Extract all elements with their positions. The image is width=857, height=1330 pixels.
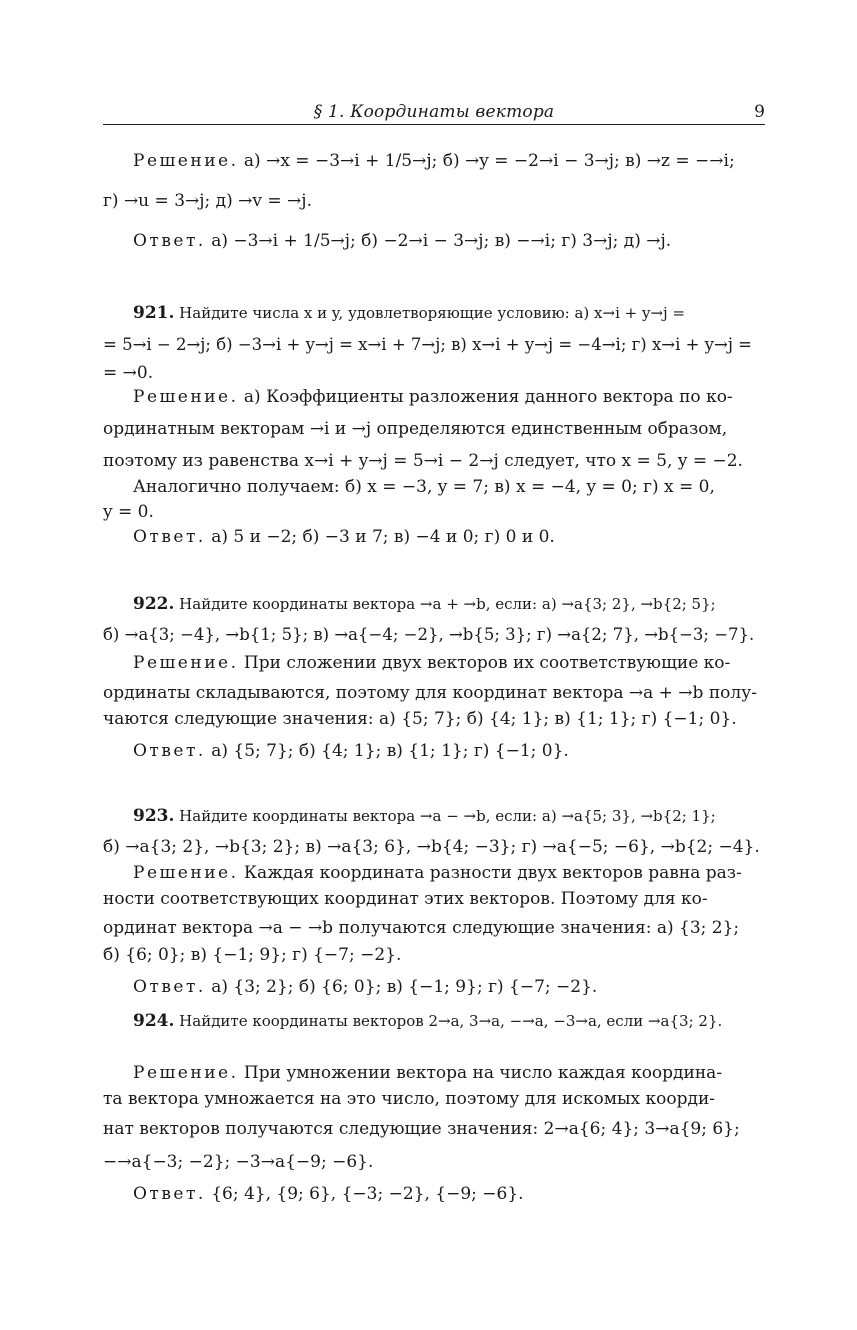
- solution-text: а) Коэффициенты разложения данного вектора по ко-: [238, 387, 733, 407]
- problem-statement: Найдите числа x и y, удовлетворяющие условию: а) x→i + y→j =: [174, 304, 685, 322]
- running-header: [103, 100, 765, 125]
- problem-number: 924.: [133, 1011, 175, 1031]
- solution-text: а) {5; 7}; б) {4; 1}; в) {1; 1}; г) {−1; 0}.: [205, 741, 569, 761]
- solution-text: а) 5 и −2; б) −3 и 7; в) −4 и 0; г) 0 и 0.: [205, 527, 555, 547]
- task-921-line-4: [133, 386, 765, 408]
- task-922-answer: [133, 740, 765, 762]
- sol-920-answer: [133, 230, 765, 252]
- task-923-line-2: б) →a{3; 2}, →b{3; 2}; в) →a{3; 6}, →b{4; −3}; г) →a{−5; −6}, →b{2; −4}.: [103, 837, 760, 857]
- task-924-line-1: [133, 1010, 765, 1032]
- task-921-line-6: поэтому из равенства x→i + y→j = 5→i − 2→j следует, что x = 5, y = −2.: [103, 451, 743, 471]
- keyword: Ответ.: [133, 977, 206, 997]
- keyword: Ответ.: [133, 1184, 206, 1204]
- sol-920-line-1: [133, 150, 765, 172]
- solution-text: {6; 4}, {9; 6}, {−3; −2}, {−9; −6}.: [205, 1184, 524, 1204]
- task-922-line-2: б) →a{3; −4}, →b{1; 5}; в) →a{−4; −2}, →b{5; 3}; г) →a{2; 7}, →b{−3; −7}.: [103, 625, 755, 644]
- keyword: Решение.: [133, 1063, 239, 1083]
- keyword: Решение.: [133, 653, 239, 673]
- keyword: Решение.: [133, 387, 239, 407]
- solution-text: а) →x = −3→i + 1/5→j; б) →y = −2→i − 3→j; в) →z = −→i;: [238, 151, 735, 171]
- task-921-line-8: y = 0.: [103, 502, 154, 522]
- problem-statement: Найдите координаты вектора →a − →b, если: а) →a{5; 3}, →b{2; 1};: [174, 807, 716, 825]
- keyword: Ответ.: [133, 527, 206, 547]
- task-923-answer: [133, 976, 765, 998]
- solution-text: Каждая координата разности двух векторов равна раз-: [238, 863, 742, 883]
- task-921-line-1: [133, 302, 765, 324]
- task-924-line-2: [133, 1062, 765, 1084]
- problem-number: 921.: [133, 303, 175, 323]
- task-923-line-4: ности соответствующих координат этих векторов. Поэтому для ко-: [103, 889, 708, 909]
- keyword: Ответ.: [133, 741, 206, 761]
- task-922-line-1: [133, 593, 765, 615]
- solution-text: а) −3→i + 1/5→j; б) −2→i − 3→j; в) −→i; г) 3→j; д) →j.: [205, 231, 672, 251]
- problem-statement: Найдите координаты векторов 2→a, 3→a, −→a, −3→a, если →a{3; 2}.: [174, 1012, 723, 1030]
- keyword: Решение.: [133, 863, 239, 883]
- solution-text: а) {3; 2}; б) {6; 0}; в) {−1; 9}; г) {−7; −2}.: [205, 977, 598, 997]
- problem-statement: Найдите координаты вектора →a + →b, если: а) →a{3; 2}, →b{2; 5};: [174, 595, 716, 613]
- task-922-line-4: ординаты складываются, поэтому для координат вектора →a + →b полу-: [103, 683, 757, 703]
- keyword: Решение.: [133, 151, 239, 171]
- solution-text: При умножении вектора на число каждая координа-: [238, 1063, 723, 1083]
- task-923-line-1: [133, 805, 765, 827]
- task-924-line-4: нат векторов получаются следующие значения: 2→a{6; 4}; 3→a{9; 6};: [103, 1119, 740, 1139]
- task-921-line-7: Аналогично получаем: б) x = −3, y = 7; в) x = −4, y = 0; г) x = 0,: [133, 477, 715, 497]
- task-921-line-3: = →0.: [103, 363, 154, 383]
- task-924-line-3: та вектора умножается на это число, поэтому для искомых коорди-: [103, 1089, 716, 1109]
- sol-920-line-2: г) →u = 3→j; д) →v = →j.: [103, 191, 312, 211]
- task-924-line-5: −→a{−3; −2}; −3→a{−9; −6}.: [103, 1152, 374, 1172]
- keyword: Ответ.: [133, 231, 206, 251]
- problem-number: 923.: [133, 806, 175, 826]
- task-923-line-6: б) {6; 0}; в) {−1; 9}; г) {−7; −2}.: [103, 945, 402, 965]
- task-922-line-3: [133, 652, 765, 674]
- problem-number: 922.: [133, 594, 175, 614]
- task-921-answer: [133, 526, 765, 548]
- task-924-answer: [133, 1183, 765, 1205]
- solution-text: При сложении двух векторов их соответствующие ко-: [238, 653, 731, 673]
- task-922-line-5: чаются следующие значения: а) {5; 7}; б) {4; 1}; в) {1; 1}; г) {−1; 0}.: [103, 709, 737, 729]
- task-921-line-2: = 5→i − 2→j; б) −3→i + y→j = x→i + 7→j; в) x→i + y→j = −4→i; г) x→i + y→j =: [103, 335, 753, 354]
- task-923-line-3: [133, 862, 765, 884]
- task-923-line-5: ординат вектора →a − →b получаются следующие значения: а) {3; 2};: [103, 918, 740, 938]
- section-title: § 1. Координаты вектора: [313, 102, 555, 122]
- page-number: 9: [754, 102, 765, 122]
- task-921-line-5: ординатным векторам →i и →j определяются единственным образом,: [103, 419, 728, 439]
